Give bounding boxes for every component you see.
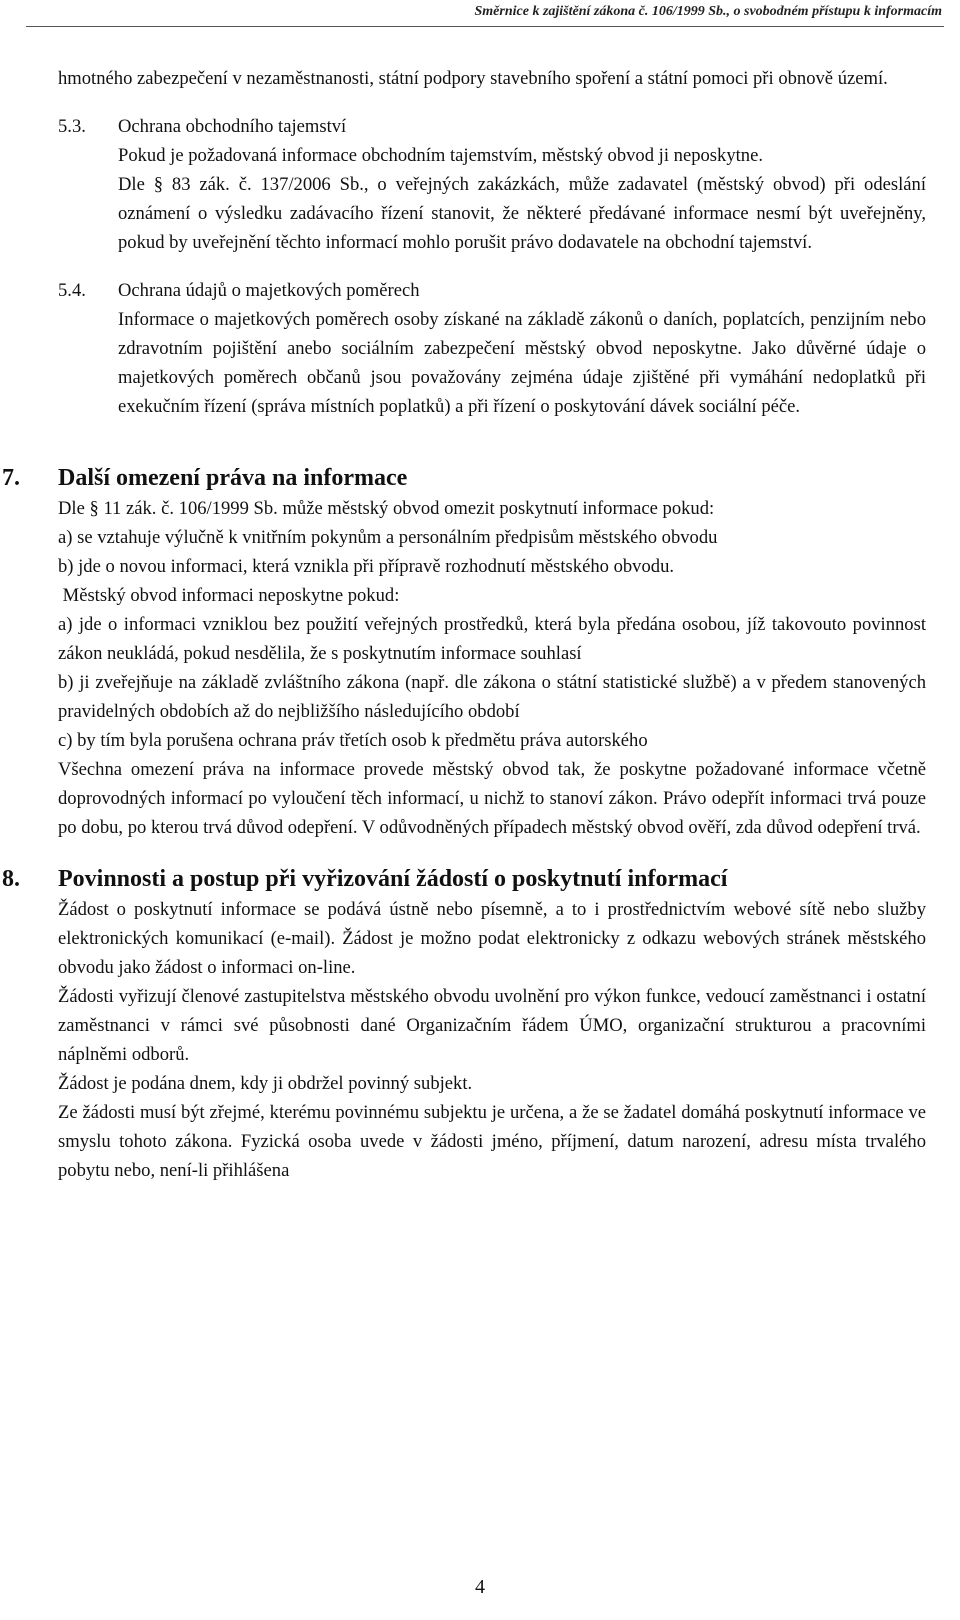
section-7-line-8: Všechna omezení práva na informace provede městský obvod tak, že poskytne požadované informace včetně doprovodných informací po vyloučení těch informací, u nichž to stanoví zákon. Právo odepřít informaci trvá pouze po dobu, po kterou trvá důvod odepření. V odůvodněných případech městský obvod ověří, zda důvod odepření trvá. <box>58 759 926 838</box>
section-8-line-1: Žádost o poskytnutí informace se podává ústně nebo písemně, a to i prostřednictvím webové sítě nebo služby elektronických komunikací (e-mail). Žádost je možno podat elektronicky z odkazu webových stránek městského obvodu jako žádost o informaci on-line. <box>58 899 926 978</box>
section-7-line-6: b) ji zveřejňuje na základě zvláštního zákona (např. dle zákona o státní statistické službě) a v předem stanovených pravidelných obdobích až do nejbližšího následujícího období <box>58 672 926 722</box>
header-divider <box>26 26 944 27</box>
section-7-line-5: a) jde o informaci vzniklou bez použití veřejných prostředků, která byla předána osobou, jíž takovouto povinnost zákon neukládá, pokud nesdělila, že s poskytnutím informace souhlasí <box>58 614 926 664</box>
section-8-line-3: Žádost je podána dnem, kdy ji obdržel povinný subjekt. <box>58 1073 473 1094</box>
section-7-line-4: Městský obvod informaci neposkytne pokud: <box>58 585 400 606</box>
running-header: Směrnice k zajištění zákona č. 106/1999 Sb., o svobodném přístupu k informacím <box>474 4 942 19</box>
section-7-line-2: a) se vztahuje výlučně k vnitřním pokynům a personálním předpisům městského obvodu <box>58 527 718 548</box>
section-number: 7. <box>2 465 20 491</box>
intro-continuation-paragraph: hmotného zabezpečení v nezaměstnanosti, státní podpory stavebního spoření a státní pomoci při obnově území. <box>58 68 888 89</box>
section-8-line-4: Ze žádosti musí být zřejmé, kterému povinnému subjektu je určena, a že se žadatel domáhá poskytnutí informace ve smyslu tohoto zákona. Fyzická osoba uvede v žádosti jméno, příjmení, datum narození, adresu místa trvalého pobytu nebo, není-li přihlášena <box>58 1102 926 1181</box>
section-8-line-2: Žádosti vyřizují členové zastupitelstva městského obvodu uvolnění pro výkon funkce, vedoucí zaměstnanci i ostatní zaměstnanci v rámci své působnosti dané Organizačním řádem ÚMO, organizační strukturou a pracovními náplněmi odborů. <box>58 986 926 1065</box>
section-title: Povinnosti a postup při vyřizování žádostí o poskytnutí informací <box>58 866 728 892</box>
subsection-number: 5.4. <box>58 280 86 301</box>
section-8-heading <box>2 864 926 895</box>
section-7-line-7: c) by tím byla porušena ochrana práv třetích osob k předmětu práva autorského <box>58 730 648 751</box>
subsection-5-3-paragraph-2: Dle § 83 zák. č. 137/2006 Sb., o veřejných zakázkách, může zadavatel (městský obvod) při odeslání oznámení o výsledku zadávacího řízení stanovit, že některé předávané informace nesmí být uveřejněny, pokud by uveřejnění těchto informací mohlo porušit právo dodavatele na obchodní tajemství. <box>118 174 926 253</box>
page-number: 4 <box>475 1576 485 1598</box>
subsection-5-3-heading <box>58 112 926 141</box>
document-body <box>2 64 926 1185</box>
section-title: Další omezení práva na informace <box>58 465 408 491</box>
subsection-5-3-paragraph-1: Pokud je požadovaná informace obchodním tajemstvím, městský obvod ji neposkytne. <box>118 145 763 166</box>
section-7-line-1: Dle § 11 zák. č. 106/1999 Sb. může městský obvod omezit poskytnutí informace pokud: <box>58 498 715 519</box>
subsection-5-4-heading <box>58 276 926 305</box>
subsection-number: 5.3. <box>58 116 86 137</box>
subsection-title: Ochrana obchodního tajemství <box>118 116 347 137</box>
subsection-title: Ochrana údajů o majetkových poměrech <box>118 280 420 301</box>
section-number: 8. <box>2 866 20 892</box>
section-7-heading <box>2 463 926 494</box>
subsection-5-4-paragraph-1: Informace o majetkových poměrech osoby získané na základě zákonů o daních, poplatcích, penzijním nebo zdravotním pojištění anebo sociálním zabezpečení městský obvod neposkytne. Jako důvěrné údaje o majetkových poměrech občanů jsou považovány zejména údaje zjištěné při vymáhání nedoplatků při exekučním řízení (správa místních poplatků) a při řízení o poskytování dávek sociální péče. <box>118 309 926 417</box>
section-7-line-3: b) jde o novou informaci, která vznikla při přípravě rozhodnutí městského obvodu. <box>58 556 675 577</box>
